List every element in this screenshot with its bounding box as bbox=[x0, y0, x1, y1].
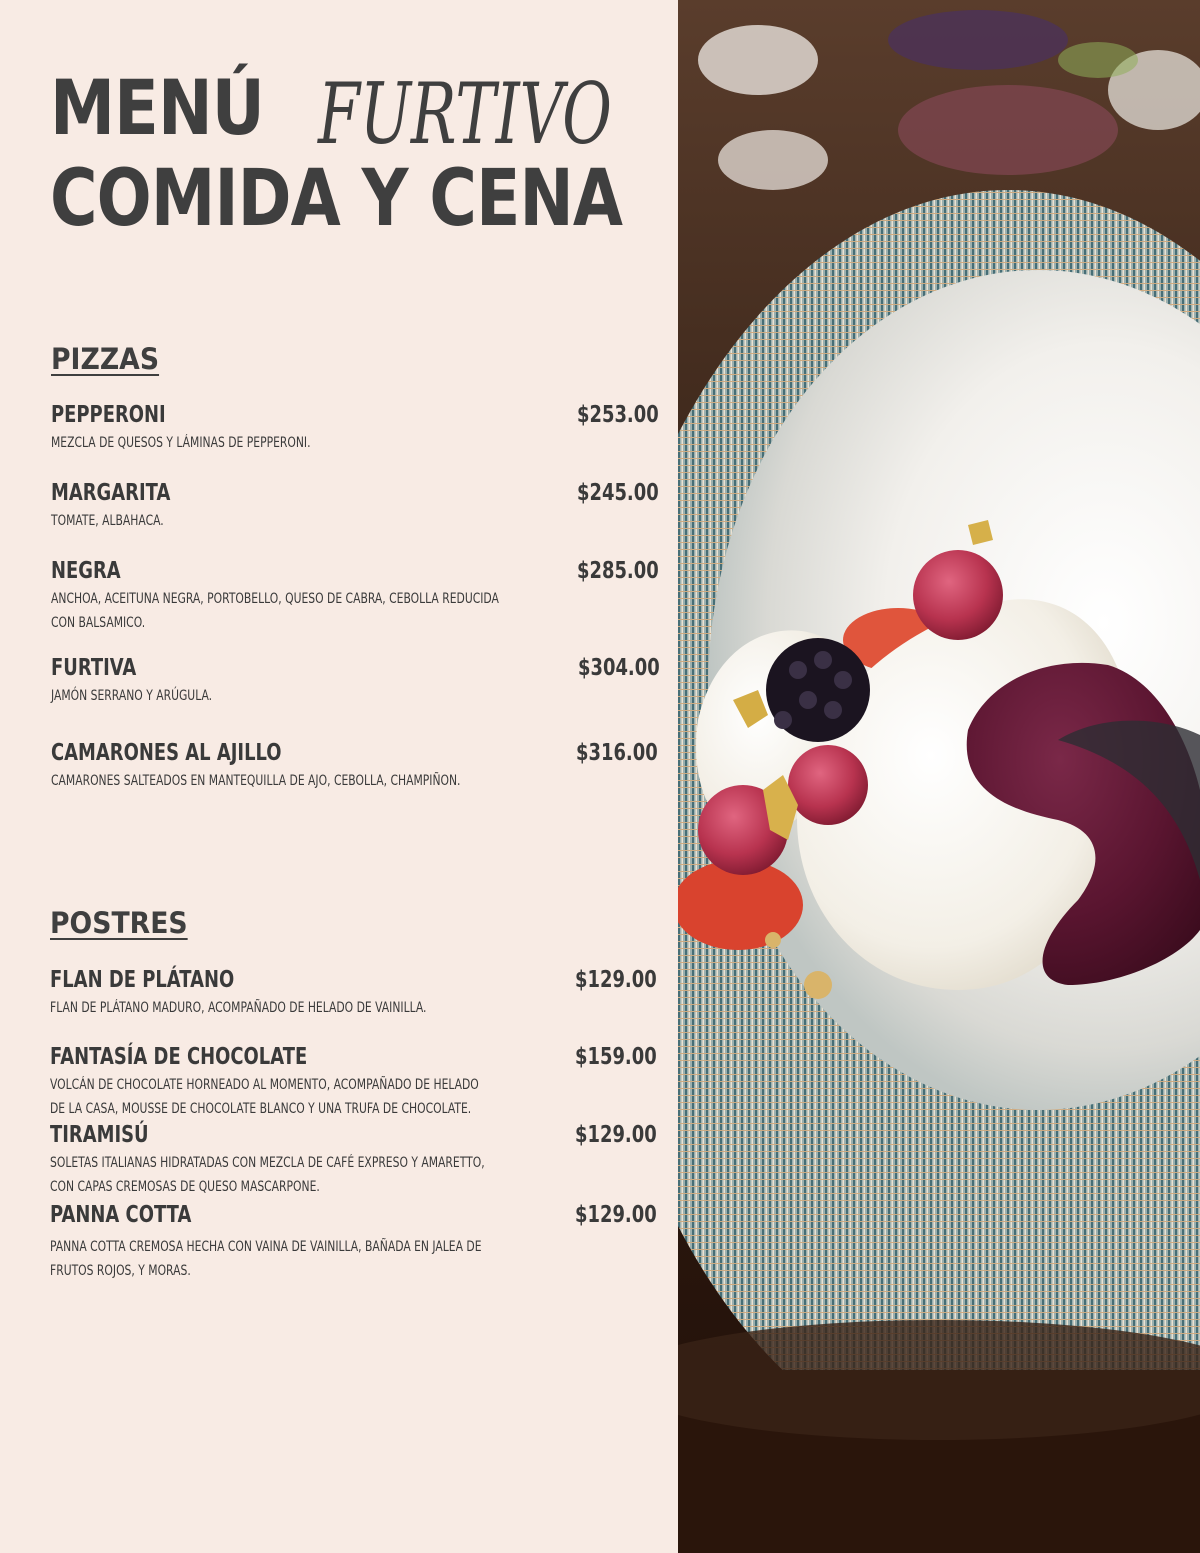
item-description: CAMARONES SALTEADOS EN MANTEQUILLA DE AJO, CEBOLLA, CHAMPIÑON. bbox=[51, 773, 461, 789]
item-price: $129.00 bbox=[575, 967, 657, 993]
item-description: PANNA COTTA CREMOSA HECHA CON VAINA DE VAINILLA, BAÑADA EN JALEA DE FRUTOS ROJOS, Y MORAS. bbox=[50, 1239, 482, 1279]
item-description: MEZCLA DE QUESOS Y LÁMINAS DE PEPPERONI. bbox=[51, 435, 311, 451]
item-price: $304.00 bbox=[578, 655, 660, 681]
item-description: ANCHOA, ACEITUNA NEGRA, PORTOBELLO, QUESO DE CABRA, CEBOLLA REDUCIDA CON BALSAMICO. bbox=[51, 591, 499, 631]
item-name: FLAN DE PLÁTANO bbox=[50, 967, 235, 993]
item-name: PEPPERONI bbox=[51, 402, 166, 428]
section-title-pizzas: PIZZAS bbox=[51, 342, 160, 376]
menu-title: MENÚ bbox=[50, 63, 265, 152]
section-title-postres: POSTRES bbox=[50, 906, 188, 940]
item-description: FLAN DE PLÁTANO MADURO, ACOMPAÑADO DE HELADO DE VAINILLA. bbox=[50, 1000, 427, 1016]
item-name: TIRAMISÚ bbox=[50, 1122, 149, 1148]
item-description: JAMÓN SERRANO Y ARÚGULA. bbox=[51, 688, 213, 704]
item-description: TOMATE, ALBAHACA. bbox=[51, 513, 164, 529]
item-description: SOLETAS ITALIANAS HIDRATADAS CON MEZCLA DE CAFÉ EXPRESO Y AMARETTO, CON CAPAS CREMOSAS DE QUESO MASCARPONE. bbox=[50, 1155, 485, 1195]
item-name: CAMARONES AL AJILLO bbox=[51, 740, 282, 766]
item-name: PANNA COTTA bbox=[50, 1202, 192, 1228]
restaurant-name: FURTIVO bbox=[318, 65, 612, 163]
item-name: MARGARITA bbox=[51, 480, 171, 506]
item-price: $245.00 bbox=[577, 480, 659, 506]
item-description: VOLCÁN DE CHOCOLATE HORNEADO AL MOMENTO, ACOMPAÑADO DE HELADO DE LA CASA, MOUSSE DE CHOCOLATE BLANCO Y UNA TRUFA DE CHOCOLATE. bbox=[50, 1077, 479, 1117]
item-price: $129.00 bbox=[575, 1122, 657, 1148]
item-price: $285.00 bbox=[577, 558, 659, 584]
item-price: $159.00 bbox=[575, 1044, 657, 1070]
item-name: FURTIVA bbox=[51, 655, 137, 681]
item-price: $253.00 bbox=[577, 402, 659, 428]
item-price: $316.00 bbox=[576, 740, 658, 766]
item-price: $129.00 bbox=[575, 1202, 657, 1228]
item-name: FANTASÍA DE CHOCOLATE bbox=[50, 1044, 308, 1070]
item-name: NEGRA bbox=[51, 558, 121, 584]
menu-subtitle: COMIDA Y CENA bbox=[50, 154, 623, 244]
dessert-photo bbox=[678, 0, 1200, 1553]
